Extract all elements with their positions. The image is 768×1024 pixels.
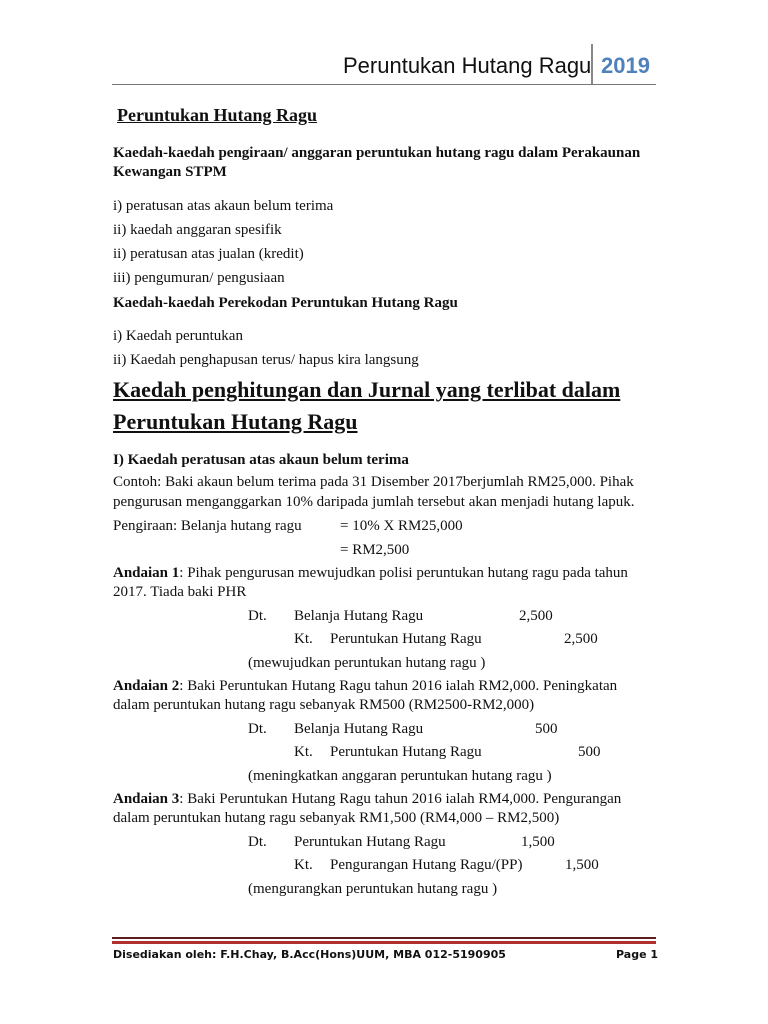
section-1-title: I) Kaedah peratusan atas akaun belum terima — [113, 452, 409, 468]
assumption-2-credit-amount: 500 — [578, 744, 601, 760]
calc-method-3: ii) peratusan atas jualan (kredit) — [113, 246, 304, 262]
example-line-2: pengurusan menganggarkan 10% daripada jumlah tersebut akan menjadi hutang lapuk. — [113, 494, 635, 510]
assumption-3-text: : Baki Peruntukan Hutang Ragu tahun 2016 ialah RM4,000. Pengurangan — [179, 791, 622, 807]
record-method-1: i) Kaedah peruntukan — [113, 328, 243, 344]
assumption-3-credit-prefix: Kt. — [294, 857, 313, 873]
assumption-3-credit-amount: 1,500 — [565, 857, 599, 873]
assumption-2-line-2: dalam peruntukan hutang ragu sebanyak RM500 (RM2500-RM2,000) — [113, 697, 535, 713]
calc-equation-2: = RM2,500 — [340, 542, 410, 558]
assumption-2-line-1 — [113, 678, 617, 695]
big-heading-line-1: Kaedah penghitungan dan Jurnal yang terlibat dalam — [113, 377, 621, 402]
calc-method-2: ii) kaedah anggaran spesifik — [113, 222, 282, 238]
footer-prepared-by: Disediakan oleh: F.H.Chay, B.Acc(Hons)UUM, MBA 012-5190905 — [113, 948, 506, 961]
assumption-3-debit-amount: 1,500 — [521, 834, 555, 850]
calc-label: Pengiraan: Belanja hutang ragu — [113, 518, 302, 534]
assumption-1-label: Andaian 1 — [113, 565, 180, 581]
assumption-3-credit-account: Pengurangan Hutang Ragu/(PP) — [330, 857, 523, 873]
example-line-1: Contoh: Baki akaun belum terima pada 31 Disember 2017berjumlah RM25,000. Pihak — [113, 474, 634, 490]
assumption-2-label: Andaian 2 — [113, 678, 180, 694]
footer-page-number: Page 1 — [616, 948, 659, 961]
assumption-2-text: : Baki Peruntukan Hutang Ragu tahun 2016 ialah RM2,000. Peningkatan — [179, 678, 618, 694]
header-rule — [112, 84, 656, 85]
assumption-3-line-1 — [113, 791, 621, 808]
assumption-1-debit-account: Belanja Hutang Ragu — [294, 608, 424, 624]
footer-rule-thin — [112, 937, 656, 939]
footer-rule-thick — [112, 941, 656, 944]
header-separator — [591, 44, 593, 84]
calc-method-1: i) peratusan atas akaun belum terima — [113, 198, 334, 214]
assumption-1-text: : Pihak pengurusan mewujudkan polisi peruntukan hutang ragu pada tahun — [179, 565, 628, 581]
assumption-2-debit-prefix: Dt. — [248, 721, 267, 737]
assumption-2-debit-account: Belanja Hutang Ragu — [294, 721, 424, 737]
assumption-1-note: (mewujudkan peruntukan hutang ragu ) — [248, 655, 486, 671]
assumption-3-label: Andaian 3 — [113, 791, 180, 807]
header-year: 2019 — [601, 53, 650, 78]
assumption-3-debit-account: Peruntukan Hutang Ragu — [294, 834, 446, 850]
assumption-1-credit-account: Peruntukan Hutang Ragu — [330, 631, 482, 647]
assumption-2-note: (meningkatkan anggaran peruntukan hutang ragu ) — [248, 768, 552, 784]
assumption-1-line-2: 2017. Tiada baki PHR — [113, 584, 247, 600]
assumption-1-credit-prefix: Kt. — [294, 631, 313, 647]
assumption-1-debit-amount: 2,500 — [519, 608, 553, 624]
big-heading-line-2: Peruntukan Hutang Ragu — [113, 409, 358, 434]
calc-equation-1: = 10% X RM25,000 — [340, 518, 463, 534]
assumption-1-debit-prefix: Dt. — [248, 608, 267, 624]
assumption-2-debit-amount: 500 — [535, 721, 558, 737]
assumption-1-line-1 — [113, 565, 628, 582]
assumption-2-credit-prefix: Kt. — [294, 744, 313, 760]
calc-method-4: iii) pengumuran/ pengusiaan — [113, 270, 285, 286]
intro-line-1: Kaedah-kaedah pengiraan/ anggaran peruntukan hutang ragu dalam Perakaunan — [113, 145, 641, 161]
assumption-1-credit-amount: 2,500 — [564, 631, 598, 647]
assumption-2-credit-account: Peruntukan Hutang Ragu — [330, 744, 482, 760]
assumption-3-debit-prefix: Dt. — [248, 834, 267, 850]
header-title: Peruntukan Hutang Ragu — [343, 53, 592, 78]
record-method-2: ii) Kaedah penghapusan terus/ hapus kira langsung — [113, 352, 419, 368]
intro-line-2: Kewangan STPM — [113, 164, 227, 180]
assumption-3-note: (mengurangkan peruntukan hutang ragu ) — [248, 881, 498, 897]
assumption-3-line-2: dalam peruntukan hutang ragu sebanyak RM1,500 (RM4,000 – RM2,500) — [113, 810, 560, 826]
recording-heading: Kaedah-kaedah Perekodan Peruntukan Hutang Ragu — [113, 295, 458, 311]
page-title: Peruntukan Hutang Ragu — [117, 105, 318, 125]
